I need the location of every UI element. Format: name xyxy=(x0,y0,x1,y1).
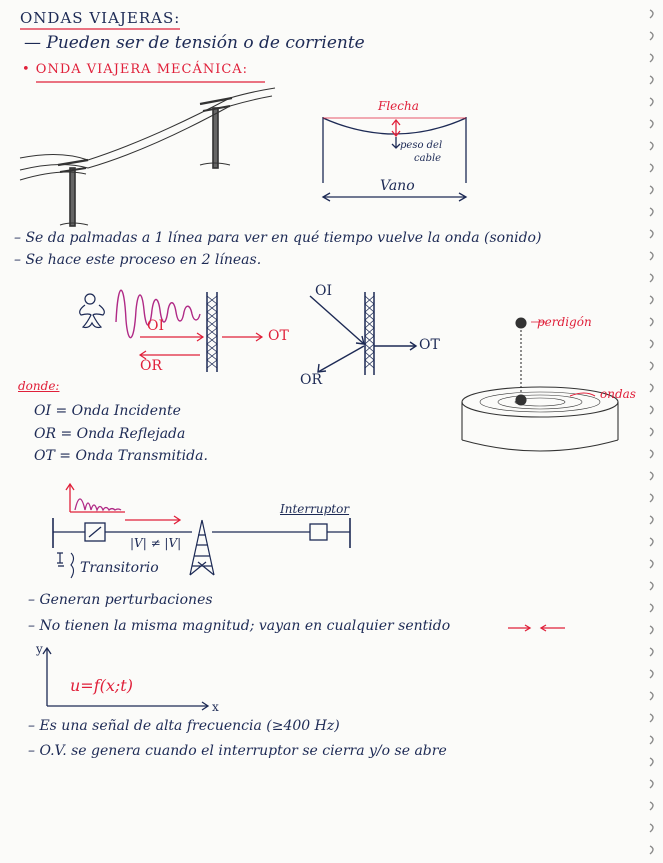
ot-label-right: OT xyxy=(419,337,440,353)
vano-label: Vano xyxy=(380,178,415,194)
flecha-label: Flecha xyxy=(378,99,419,113)
section-subtitle: • ONDA VIAJERA MECÁNICA: xyxy=(22,62,249,77)
tank-drop-sketch xyxy=(462,318,618,451)
voltage-inequality: |V| ≠ |V| xyxy=(130,536,182,550)
note-frecuencia: – Es una señal de alta frecuencia (≥400 Hz) xyxy=(28,718,340,734)
graph-function: u=f(x;t) xyxy=(70,676,133,695)
note-palmadas: – Se da palmadas a 1 línea para ver en qué tiempo vuelve la onda (sonido) xyxy=(14,230,542,246)
utility-poles-sketch xyxy=(20,88,275,226)
note-interruptor: – O.V. se genera cuando el interruptor se cierra y/o se abre xyxy=(28,743,447,759)
def-transmitida: OT = Onda Transmitida. xyxy=(34,448,208,464)
graph-x-label: x xyxy=(212,700,219,714)
oi-label-left: OI xyxy=(147,318,165,334)
note-magnitud: – No tienen la misma magnitud; vayan en cualquier sentido xyxy=(28,618,451,634)
interruptor-label: Interruptor xyxy=(280,502,350,516)
direction-arrows xyxy=(508,625,565,631)
note-proceso: – Se hace este proceso en 2 líneas. xyxy=(14,252,262,268)
perdigon-label: perdigón xyxy=(537,315,592,329)
donde-label: donde: xyxy=(18,379,60,393)
def-reflejada: OR = Onda Reflejada xyxy=(34,426,186,442)
ondas-label: ondas xyxy=(600,387,636,401)
vector-reflection-diagram xyxy=(310,292,416,375)
or-label-right: OR xyxy=(300,372,323,388)
ot-label-left: OT xyxy=(268,328,289,344)
or-label-left: OR xyxy=(140,358,163,374)
def-incidente: OI = Onda Incidente xyxy=(34,403,181,419)
intro-line: — Pueden ser de tensión o de corriente xyxy=(24,33,365,53)
transitorio-label: Transitorio xyxy=(80,560,159,576)
page-title: ONDAS VIAJERAS: xyxy=(20,9,181,27)
cable-label: cable xyxy=(414,153,442,164)
note-perturbaciones: – Generan perturbaciones xyxy=(28,592,213,608)
graph-y-label: y xyxy=(36,642,43,656)
person-wave-diagram xyxy=(80,290,262,372)
spiral-binding xyxy=(650,10,653,854)
peso-label: peso del xyxy=(400,140,443,151)
oi-label-right: OI xyxy=(315,283,333,299)
